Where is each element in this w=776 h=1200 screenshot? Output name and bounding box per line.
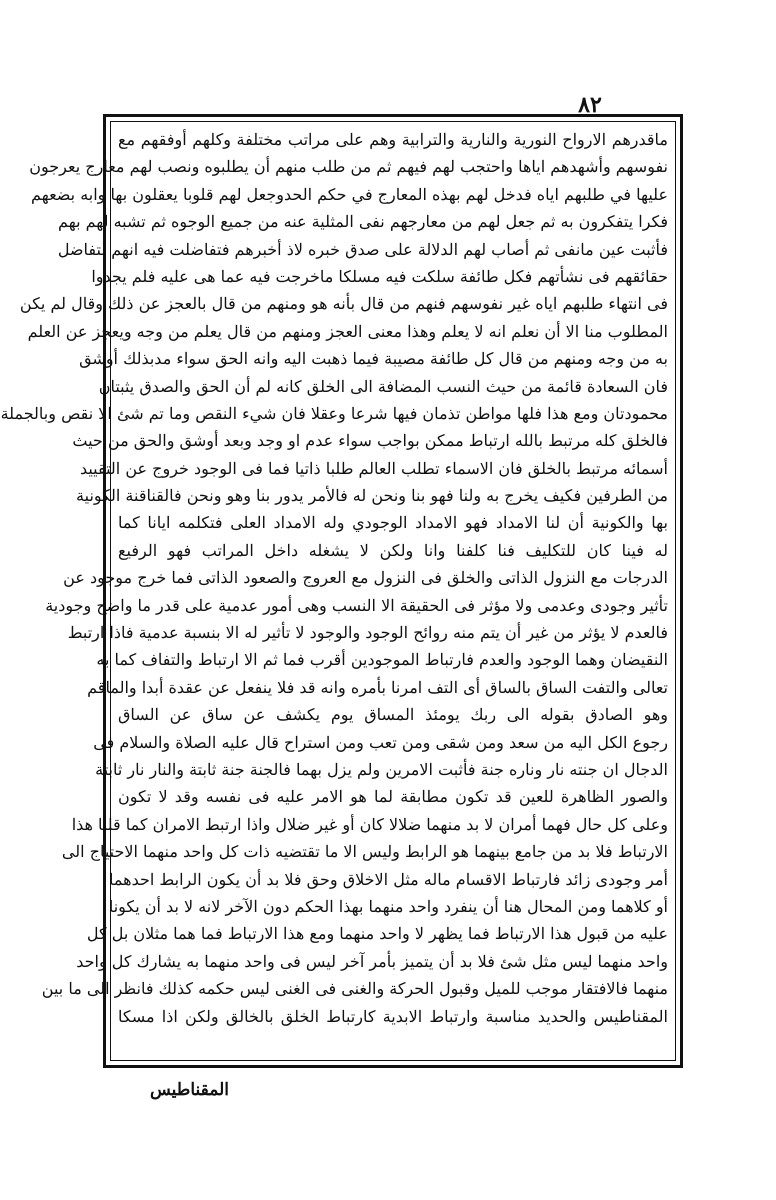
- text-line: به من وجه ومنهم من قال كل طائفة مصيبة فيما ذهبت اليه وانه الحق سواء مدبذلك أوشق: [79, 349, 668, 369]
- text-line: من الطرفين فكيف يخرج به ولنا فهو بنا ونحن له فالأمر يدور بنا وهو ونحن فالقناقنة الكونية: [76, 486, 668, 506]
- text-line: أو كلاهما ومن المحال هنا أن ينفرد واحد منهما بهذا الحكم دون الآخر لانه لا بد أن يكونا: [108, 896, 668, 916]
- text-line: والصور الظاهرة للعين قد تكون مطابقة لما هو الامر عليه فى نفسه وقد لا تكون: [118, 787, 668, 807]
- text-line: فالعدم لا يؤثر من غير أن يتم منه روائح الوجود والوجود لا تأثير له الا بنسبة عدمية فاذا ارتبط: [67, 623, 668, 643]
- text-line: المقناطيس والحديد مناسبة وارتباط الابدية كارتباط الخلق بالخالق ولكن اذا مسكا: [118, 1006, 668, 1026]
- text-line: تأثير وجودى وعدمى ولا مؤثر فى الحقيقة الا النسب وهى أمور عدمية على قدر ما واضح وجودية: [45, 595, 668, 615]
- text-line: فأثبت عين مانفى ثم أصاب لهم الدلالة على صدق خبره لاذ أخبرهم فتفاضلت فيه انهم لتفاضل: [57, 239, 668, 259]
- text-line: محمودتان ومع هذا فلها مواطن تذمان فيها شرعا وعقلا فان شيء النقص وما تم شئ الا نقص وبالجملة: [0, 403, 668, 423]
- text-line: بها والكونية أن لنا الامداد فهو الامداد الوجودي وله الامداد العلى فتكلمه ايانا كما: [118, 513, 668, 533]
- text-line: المطلوب منا الا أن نعلم انه لا يعلم وهذا معنى العجز ومنهم من قال يعلم من وجه ويعجز عن العلم: [27, 321, 668, 341]
- text-line: وعلى كل حال فهما أمران لا بد منهما ضلالا كان أو غير ضلال واذا ارتبط الامران كما قلنا هذا: [71, 814, 668, 834]
- text-line: عليه من قبول هذا الارتباط فما يظهر لا واحد منهما ومع هذا الارتباط فما هما مثلان بل كل: [86, 924, 668, 944]
- text-line: حقائقهم فى نشأتهم فكل طائفة سلكت فيه مسلكا ماخرجت فيه عما هى عليه فلم يجدوا: [91, 266, 668, 286]
- text-line: له فينا كان للتكليف فنا كلفنا وانا ولكن لا يشغله داخل المراتب فهو الرفيع: [118, 540, 668, 560]
- text-line: الدرجات مع النزول الذاتى والخلق فى النزول مع العروج والصعود الذاتى فما خرج موجود عن: [63, 568, 668, 588]
- text-line: منهما فالافتقار موجب للميل وقبول الحركة والغنى فى الغنى ليس حكمه كذلك فانظر الى ما بين: [41, 979, 668, 999]
- text-line: أسمائه مرتبط بالخلق فان الاسماء تطلب العالم طلبا ذاتيا فما فى الوجود خروج عن التقييد: [79, 458, 668, 478]
- text-line: فالخلق كله مرتبط بالله ارتباط ممكن بواجب سواء عدم او وجد وبعد أوشق والحق من حيث: [72, 431, 668, 451]
- text-line: فان السعادة قائمة من حيث النسب المضافة الى الخلق كانه لم أن الحق والصدق يثبتان: [98, 376, 668, 396]
- text-line: الارتباط فلا بد من جامع بينهما هو الرابط وليس الا ما تقتضيه ذات كل واحد منهما الاحتياج الى: [61, 842, 668, 862]
- text-line: فى انتهاء طلبهم اياه غير نفوسهم فنهم من قال بأنه هو ومنهم من قال بالعجز عن ذلك وقال لم يكن: [19, 294, 668, 314]
- text-body: [0, 126, 672, 1056]
- text-line: رجوع الكل اليه من سعد ومن شقى ومن تعب ومن استراح قال عليه الصلاة والسلام فى: [93, 732, 668, 752]
- text-line: واحد منهما ليس مثل شئ فلا بد أن يتميز بأمر آخر ليس فى واحد منهما به يشارك كل واحد: [76, 951, 668, 971]
- text-line: تعالى والتفت الساق بالساق أى التف امرنا بأمره وانه قد فلا ينفعل عن عقدة أبدا والماقم: [87, 677, 668, 697]
- text-line: الدجال ان جنته نار وناره جنة فأثبت الامرين ولم يزل بهما فالجنة جنة ثابتة والنار نار ثابتة: [95, 759, 668, 779]
- text-line: أمر وجودى زائد فارتباط الاقسام ماله مثل الاخلاق وحق فلا بد أن يكون الرابط احدهما: [109, 869, 668, 889]
- page-number: ٨٢: [578, 92, 602, 118]
- text-line: ماقدرهم الارواح النورية والنارية والترابية وهم على مراتب مختلفة وكلهم أوفقهم مع: [118, 130, 668, 149]
- text-line: عليها في طلبهم اياه فدخل لهم بهذه المعارج في حكم الحدوجعل لهم قلوبا يعقلون بها وابه بضعهم: [31, 184, 668, 204]
- text-line: نفوسهم وأشهدهم اياها واحتجب لهم فيهم ثم من طلب منهم أن يطلبوه ونصب لهم معارج يعرجون: [29, 157, 668, 177]
- text-line: فكرا يتفكرون به ثم جعل لهم من معارجهم نفى المثلية عنه من جميع الوجوه ثم تشبه لهم بهم: [58, 212, 668, 232]
- text-line: وهو الصادق بقوله الى ربك يومئذ المساق يوم يكشف عن ساق عن الساق: [118, 705, 668, 725]
- catchword: المقناطيس: [150, 1080, 229, 1100]
- text-line: النقيضان وهما الوجود والعدم فارتباط الموجودين أقرب فما ثم الا ارتباط والتفاف كما به: [96, 650, 668, 670]
